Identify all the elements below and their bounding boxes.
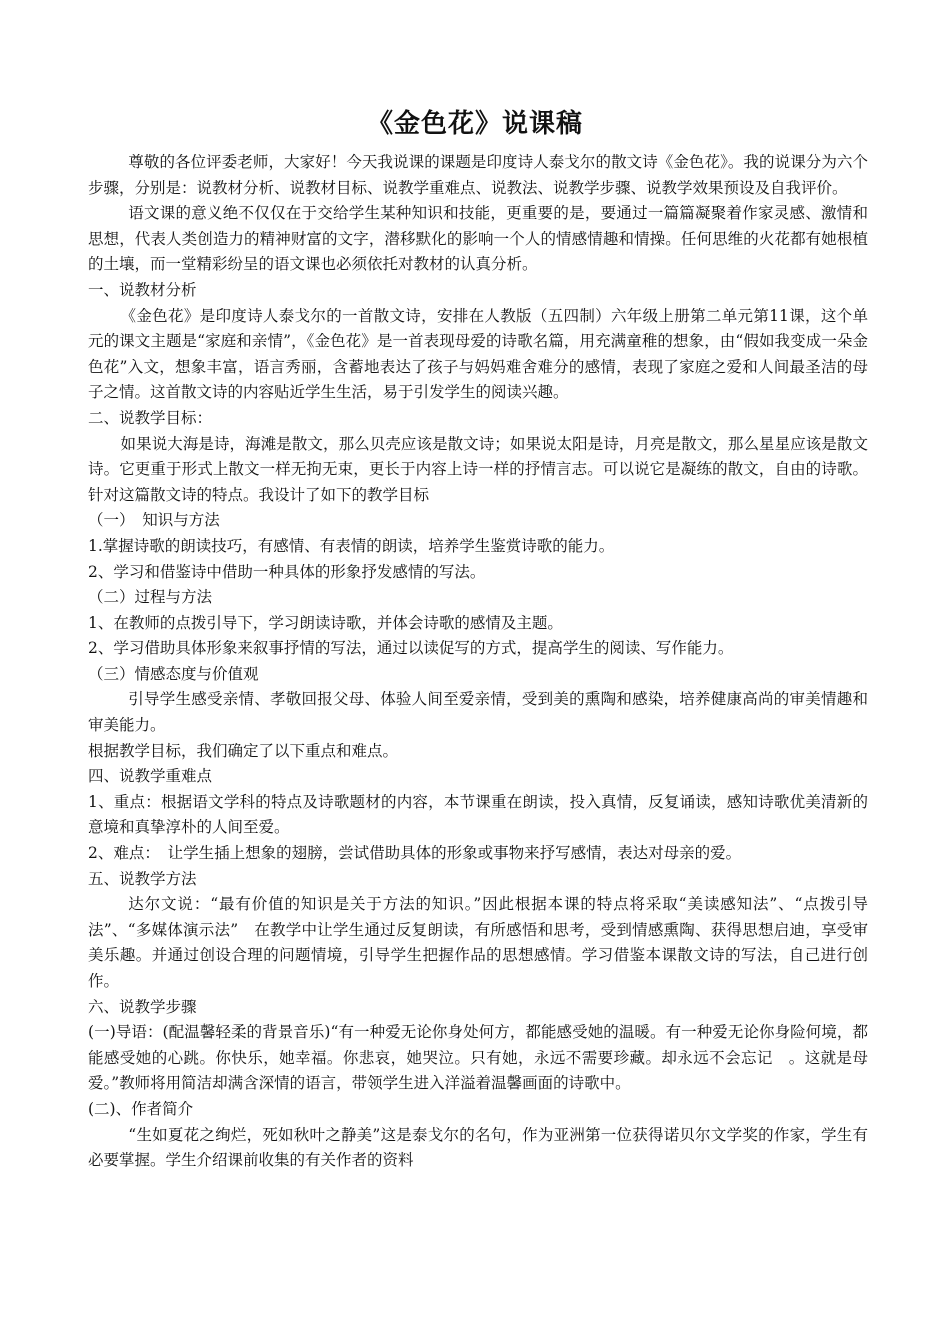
subheading-author: (二)、作者简介 [88, 1099, 194, 1118]
section-heading-1: 一、说教材分析 [88, 280, 197, 299]
document-body [88, 150, 868, 1174]
paragraph-goals-intro: 如果说大海是诗，海滩是散文，那么贝壳应该是散文诗；如果说太阳是诗，月亮是散文，那么星星应该是散文诗。它更重于形式上散文一样无拘无束，更长于内容上诗一样的抒情言志。可以说它是凝练的散文，自由的诗歌。针对这篇散文诗的特点。我设计了如下的教学目标 [88, 434, 868, 504]
paragraph-greeting: 尊敬的各位评委老师，大家好！今天我说课的课题是印度诗人泰戈尔的散文诗《金色花》。我的说课分为六个步骤，分别是：说教材分析、说教材目标、说教学重难点、说教法、说教学步骤、说教学效果预设及自我评价。 [88, 153, 868, 197]
section-heading-6: 六、说教学步骤 [88, 997, 197, 1016]
list-item: 2、学习和借鉴诗中借助一种具体的形象抒发感情的写法。 [88, 562, 486, 581]
list-item: 1、在教师的点拨引导下，学习朗读诗歌，并体会诗歌的感情及主题。 [88, 613, 563, 632]
paragraph-transition: 根据教学目标，我们确定了以下重点和难点。 [88, 741, 399, 760]
section-heading-5: 五、说教学方法 [88, 869, 197, 888]
paragraph-methods: 达尔文说：“最有价值的知识是关于方法的知识。”因此根据本课的特点将采取“美读感知法”、“点拨引导法”、“多媒体演示法” 在教学中让学生通过反复朗读，有所感悟和思考，受到情感熏陶、获得思想启迪，享受审美乐趣。并通过创设合理的问题情境，引导学生把握作品的思想感情。学习借鉴本课散文诗的写法，自己进行创作。 [88, 895, 868, 990]
section-heading-2: 二、说教学目标： [88, 408, 213, 427]
subheading-emotion: （三）情感态度与价值观 [88, 664, 259, 683]
paragraph-lead-in: (一)导语：(配温馨轻柔的背景音乐)“有一种爱无论你身处何方，都能感受她的温暖。有一种爱无论你身险何境，都能感受她的心跳。你快乐，她幸福。你悲哀，她哭泣。只有她，永远不需要珍藏。却永远不会忘记 。这就是母爱。”教师将用简洁却满含深情的语言，带领学生进入洋溢着温馨画面的诗歌中。 [88, 1023, 868, 1093]
paragraph-emotion: 引导学生感受亲情、孝敬回报父母、体验人间至爱亲情，受到美的熏陶和感染，培养健康高尚的审美情趣和审美能力。 [88, 690, 868, 735]
paragraph-textbook-analysis: 《金色花》是印度诗人泰戈尔的一首散文诗，安排在人教版（五四制）六年级上册第二单元第11课，这个单元的课文主题是“家庭和亲情”，《金色花》是一首表现母爱的诗歌名篇，用充满童稚的想象，由“假如我变成一朵金色花”入文，想象丰富，语言秀丽，含蓄地表达了孩子与妈妈难舍难分的感情，表现了家庭之爱和人间最圣洁的母子之情。这首散文诗的内容贴近学生生活，易于引发学生的阅读兴趣。 [88, 306, 868, 402]
list-item: 1、重点：根据语文学科的特点及诗歌题材的内容，本节课重在朗读，投入真情，反复诵读，感知诗歌优美清新的意境和真挚淳朴的人间至爱。 [88, 792, 868, 837]
list-item: 2、学习借助具体形象来叙事抒情的写法，通过以读促写的方式，提高学生的阅读、写作能力。 [88, 639, 734, 658]
document-title: 《金色花》说课稿 [366, 109, 583, 139]
list-item: 2、难点： 让学生插上想象的翅膀，尝试借助具体的形象或事物来抒写感情，表达对母亲的爱。 [88, 844, 742, 863]
paragraph-author: “生如夏花之绚烂，死如秋叶之静美”这是泰戈尔的名句，作为亚洲第一位获得诺贝尔文学奖的作家，学生有必要掌握。学生介绍课前收集的有关作者的资料 [88, 1125, 868, 1170]
section-heading-4: 四、说教学重难点 [88, 767, 213, 786]
subheading-knowledge: （一） 知识与方法 [88, 511, 220, 530]
subheading-process: （二）过程与方法 [88, 588, 213, 607]
list-item: 1.掌握诗歌的朗读技巧，有感情、有表情的朗读，培养学生鉴赏诗歌的能力。 [88, 536, 615, 555]
paragraph-intro: 语文课的意义绝不仅仅在于交给学生某种知识和技能，更重要的是，要通过一篇篇凝聚着作家灵感、激情和思想，代表人类创造力的精神财富的文字，潜移默化的影响一个人的情感情趣和情操。任何思维的火花都有她根植的土壤，而一堂精彩纷呈的语文课也必须依托对教材的认真分析。 [88, 204, 868, 274]
